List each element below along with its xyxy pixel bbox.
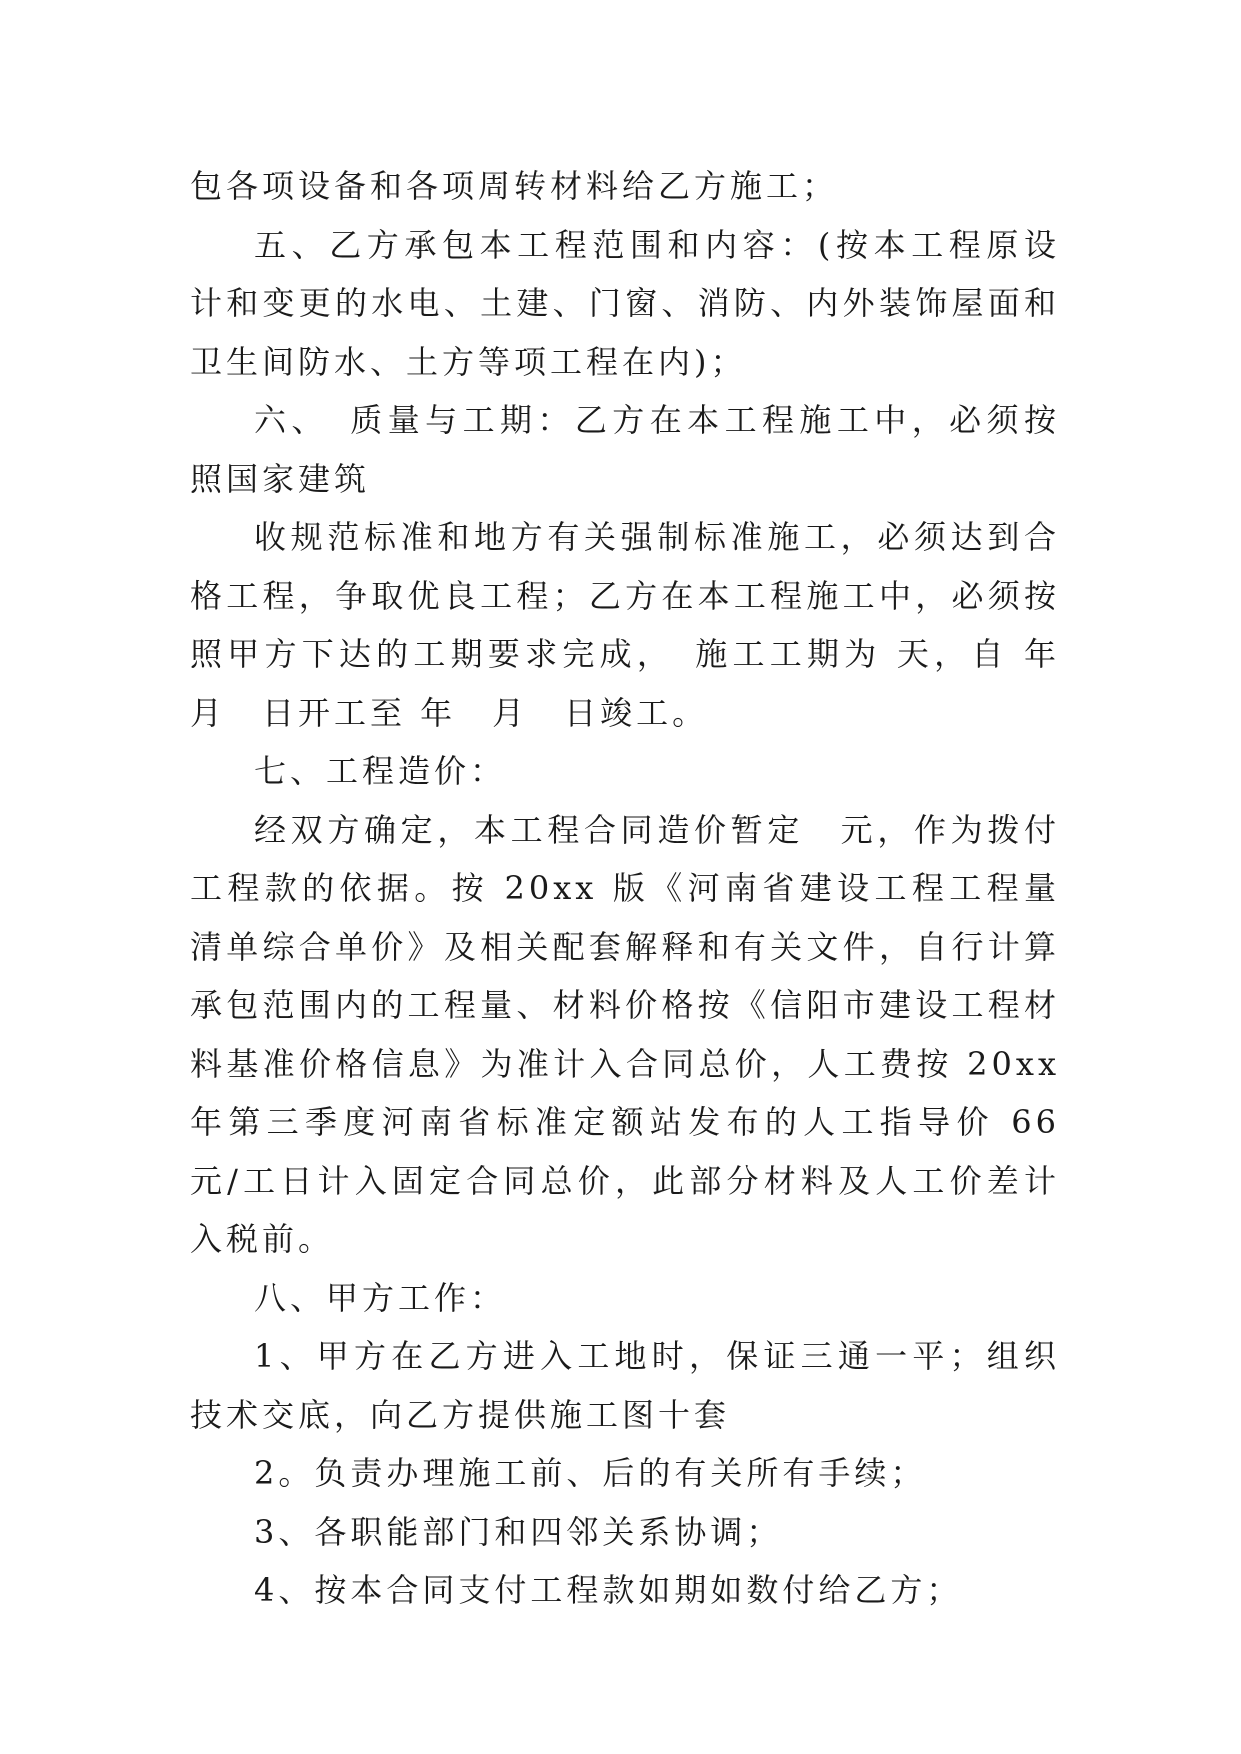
paragraph-4: 收规范标准和地方有关强制标准施工，必须达到合格工程，争取优良工程；乙方在本工程施工中，必须按照甲方下达的工期要求完成， 施工工期为 天，自 年 月 日开工至 年 月 日竣工。 xyxy=(190,518,1097,732)
paragraph-8: 1、甲方在乙方进入工地时，保证三通一平；组织技术交底，向乙方提供施工图十套 xyxy=(190,1337,1060,1434)
paragraph-7: 八、甲方工作： xyxy=(254,1278,507,1317)
paragraph-5: 七、工程造价： xyxy=(254,752,507,790)
paragraph-10: 3、各职能部门和四邻关系协调； xyxy=(254,1512,783,1551)
paragraph-2: 五、乙方承包本工程范围和内容：(按本工程原设计和变更的水电、土建、门窗、消防、内外装饰屋面和卫生间防水、土方等项工程在内)； xyxy=(190,225,1060,381)
paragraph-11: 4、按本合同支付工程款如期如数付给乙方； xyxy=(254,1571,963,1609)
paragraph-1: 包各项设备和各项周转材料给乙方施工； xyxy=(190,167,839,205)
document-body xyxy=(190,157,1097,1620)
paragraph-9: 2。负责办理施工前、后的有关所有手续； xyxy=(254,1454,927,1492)
paragraph-6: 经双方确定，本工程合同造价暂定 元，作为拨付工程款的依据。按 20xx 版《河南省建设工程工程量清单综合单价》及相关配套解释和有关文件，自行计算承包范围内的工程量、材料价格按《信阳市建设工程材料基准价格信息》为准计入合同总价，人工费按 20xx 年第三季度河南省标准定额站发布的人工指导价 66 元/工日计入固定合同总价，此部分材料及人工价差计入税前。 xyxy=(190,810,1097,1258)
paragraph-3: 六、 质量与工期：乙方在本工程施工中，必须按照国家建筑 xyxy=(190,401,1060,498)
